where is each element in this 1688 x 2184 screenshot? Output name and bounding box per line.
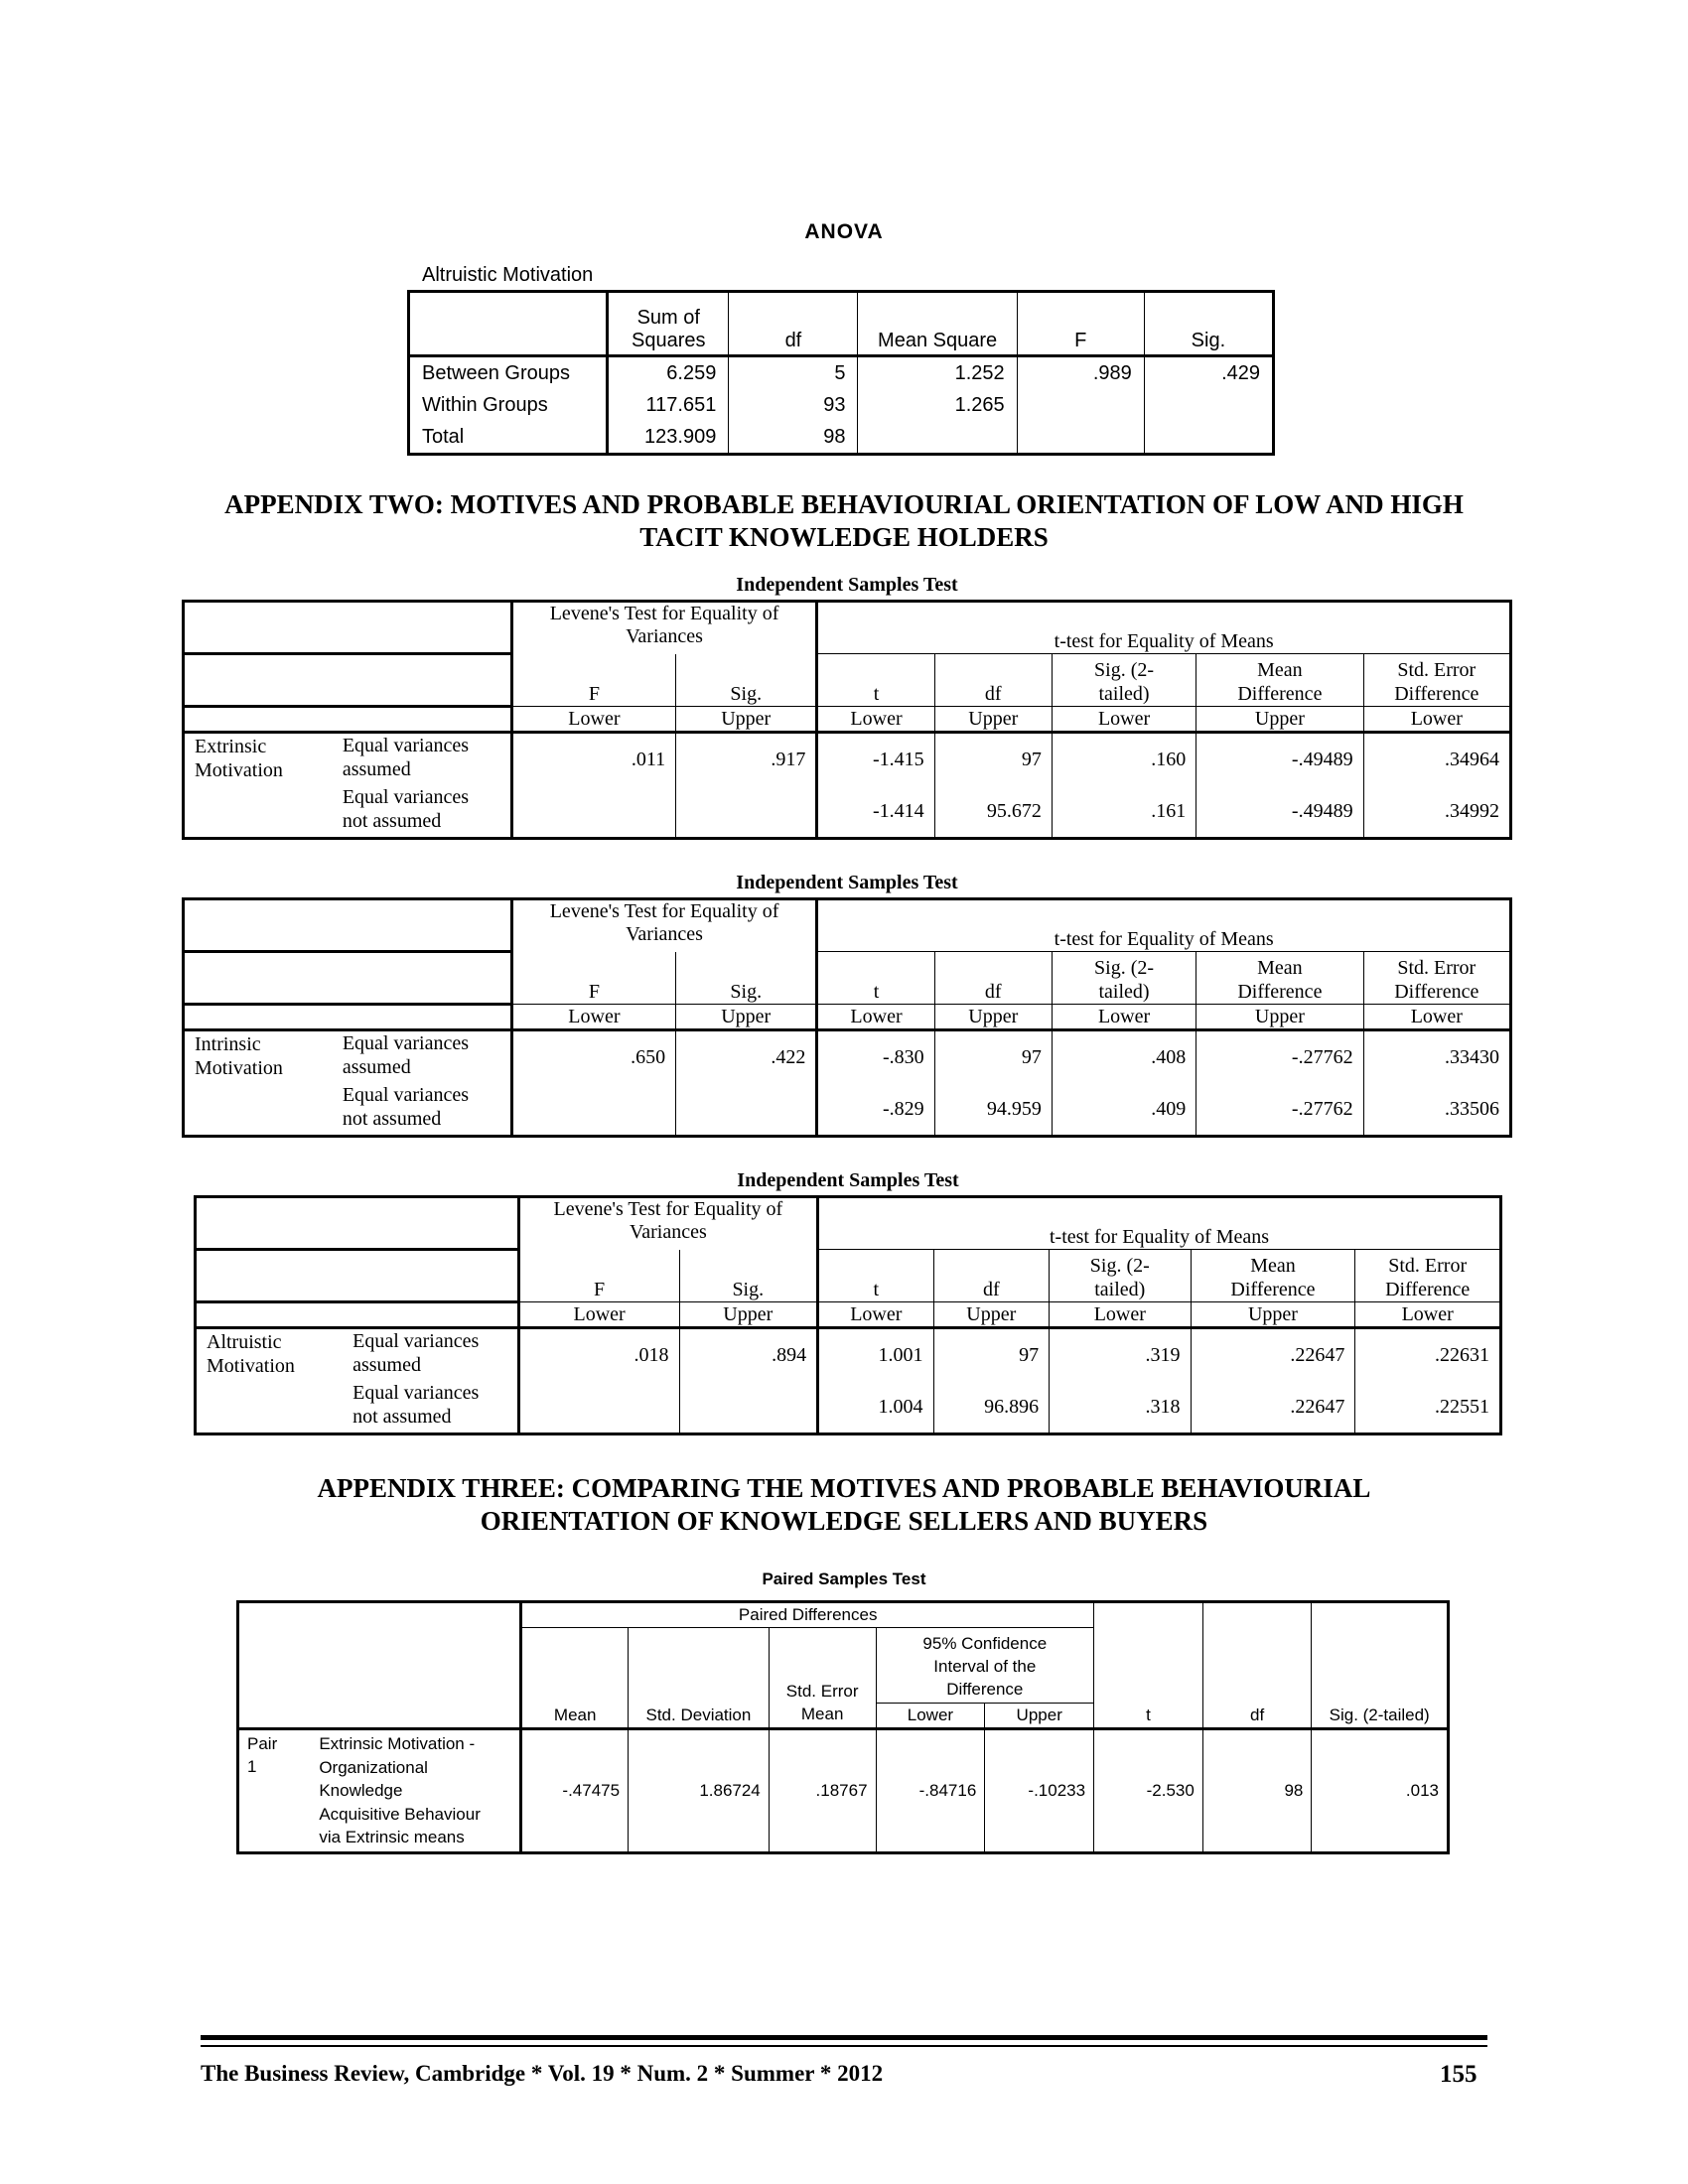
- paired-col-sig: Sig. (2-tailed): [1312, 1602, 1449, 1729]
- col-df: df: [934, 654, 1052, 707]
- col-std-err: [1363, 654, 1510, 707]
- cell-mean-diff: .22647: [1191, 1381, 1355, 1434]
- sub-header: Lower: [1052, 707, 1196, 733]
- paired-col-t: t: [1094, 1602, 1203, 1729]
- row-label-assumed-line1: Equal variances: [352, 1330, 480, 1352]
- cell-f: .650: [511, 1030, 675, 1084]
- independent-samples-table: [194, 1195, 1502, 1435]
- col-std-err: [1363, 952, 1510, 1005]
- table-row: [409, 389, 1274, 421]
- paired-col-df: df: [1202, 1602, 1312, 1729]
- pair-description: [313, 1729, 520, 1853]
- levene-header-line2: Variances: [630, 1221, 707, 1243]
- anova-cell-ss: 123.909: [608, 421, 729, 455]
- ist-corner-top: [196, 1197, 519, 1250]
- paired-group-header: Paired Differences: [521, 1602, 1094, 1628]
- paired-cell-upper: -.10233: [985, 1729, 1094, 1853]
- col-sig2: [1052, 654, 1196, 707]
- row-label-not-assumed: [343, 1381, 518, 1434]
- cell-std-err: .34992: [1363, 785, 1510, 839]
- col-sig2-line1: Sig. (2-: [1094, 957, 1155, 979]
- ist-title: Independent Samples Test: [736, 872, 958, 893]
- ist-corner-top: [184, 602, 512, 654]
- cell-f: .018: [518, 1328, 679, 1382]
- row-label-not-assumed-line2: not assumed: [352, 1406, 452, 1428]
- paired-ci-line1: 95% Confidence: [922, 1634, 1048, 1653]
- paired-col-lower: Lower: [907, 1706, 954, 1724]
- table-row: [184, 733, 1511, 786]
- col-sig2-line2: tailed): [1098, 981, 1150, 1003]
- row-label-not-assumed-line1: Equal variances: [352, 1382, 480, 1404]
- sub-header: Upper: [1196, 1005, 1363, 1030]
- row-label-not-assumed-line1: Equal variances: [342, 786, 469, 808]
- paired-cell-lower: -.84716: [876, 1729, 985, 1853]
- row-label-not-assumed-line1: Equal variances: [342, 1084, 469, 1106]
- anova-table: [407, 290, 1275, 456]
- cell-sig2: .318: [1050, 1381, 1191, 1434]
- col-mean-diff-line1: Mean: [1257, 659, 1303, 681]
- levene-header-line2: Variances: [626, 625, 703, 647]
- col-sig2: [1052, 952, 1196, 1005]
- row-label-not-assumed: [333, 785, 511, 839]
- cell-df: 97: [934, 1030, 1052, 1084]
- ist-corner-bottom: [196, 1302, 519, 1328]
- row-label-assumed-line2: assumed: [342, 1056, 411, 1078]
- anova-cell-ms: 1.252: [858, 356, 1017, 390]
- appendix-two-heading-line2: TACIT KNOWLEDGE HOLDERS: [639, 522, 1049, 552]
- sub-header: Lower: [1050, 1302, 1191, 1328]
- cell-df: 97: [933, 1328, 1050, 1382]
- cell-df: 95.672: [934, 785, 1052, 839]
- row-label-assumed-line2: assumed: [352, 1354, 421, 1376]
- cell-sig-empty: [679, 1381, 818, 1434]
- col-sig2: [1050, 1250, 1191, 1302]
- independent-samples-table: [182, 600, 1512, 840]
- cell-mean-diff: -.49489: [1196, 733, 1363, 786]
- table-row: [196, 1328, 1501, 1382]
- col-mean-diff: [1191, 1250, 1355, 1302]
- cell-df: 94.959: [934, 1083, 1052, 1137]
- variable-label-line1: Altruistic: [207, 1331, 282, 1353]
- appendix-three-heading: [0, 1472, 1688, 1538]
- paired-col-sem: [769, 1628, 876, 1729]
- paired-col-sd: Std. Deviation: [629, 1628, 770, 1729]
- paired-cell-sd: 1.86724: [629, 1729, 770, 1853]
- appendix-two-heading-line1: APPENDIX TWO: MOTIVES AND PROBABLE BEHAVIOURIAL ORIENTATION OF LOW AND HIGH: [224, 489, 1464, 519]
- paired-cell-mean: -.47475: [521, 1729, 629, 1853]
- paired-samples-table: [236, 1600, 1450, 1854]
- anova-cell-ms: [858, 421, 1017, 455]
- paired-ci-header: [876, 1628, 1094, 1729]
- row-label-assumed: [343, 1328, 518, 1382]
- paired-col-mean: Mean: [521, 1628, 629, 1729]
- col-f: F: [511, 952, 675, 1005]
- variable-label: [184, 1030, 333, 1137]
- ist-corner-bottom: [184, 1005, 512, 1030]
- cell-sig2: .409: [1052, 1083, 1196, 1137]
- col-std-err-line1: Std. Error: [1397, 659, 1477, 681]
- anova-header-df: df: [729, 292, 858, 356]
- levene-header: [511, 602, 817, 654]
- col-std-err-line1: Std. Error: [1388, 1255, 1468, 1277]
- ttest-header: t-test for Equality of Means: [817, 602, 1511, 654]
- ist-corner-mid: [184, 654, 512, 707]
- ttest-header: t-test for Equality of Means: [818, 1197, 1501, 1250]
- col-mean-diff-line2: Difference: [1237, 981, 1323, 1003]
- col-std-err-line1: Std. Error: [1397, 957, 1477, 979]
- anova-cell-f: .989: [1017, 356, 1144, 390]
- anova-header-ss: Sum of Squares: [608, 292, 729, 356]
- anova-cell-ss: 6.259: [608, 356, 729, 390]
- sub-header: Lower: [817, 707, 934, 733]
- cell-t: -1.414: [817, 785, 934, 839]
- cell-f-empty: [518, 1381, 679, 1434]
- appendix-three-heading-line2: ORIENTATION OF KNOWLEDGE SELLERS AND BUYERS: [480, 1506, 1208, 1536]
- pair-description-line: Extrinsic Motivation -: [319, 1734, 476, 1753]
- appendix-three-heading-line1: APPENDIX THREE: COMPARING THE MOTIVES AND PROBABLE BEHAVIOURIAL: [317, 1473, 1371, 1503]
- levene-header-line1: Levene's Test for Equality of: [549, 603, 779, 624]
- row-label-not-assumed: [333, 1083, 511, 1137]
- table-row: [238, 1729, 1449, 1853]
- cell-sig: .917: [676, 733, 817, 786]
- cell-t: 1.004: [818, 1381, 933, 1434]
- col-t: t: [818, 1250, 933, 1302]
- cell-df: 97: [934, 733, 1052, 786]
- row-label-assumed-line2: assumed: [342, 758, 411, 780]
- ttest-header: t-test for Equality of Means: [817, 899, 1511, 952]
- anova-row-label: Total: [409, 421, 608, 455]
- row-label-not-assumed-line2: not assumed: [342, 1108, 442, 1130]
- paired-col-sem-line1: Std. Error: [785, 1682, 859, 1701]
- col-sig2-line1: Sig. (2-: [1094, 659, 1155, 681]
- sub-header: Upper: [1196, 707, 1363, 733]
- appendix-two-heading: [0, 488, 1688, 554]
- anova-cell-df: 98: [729, 421, 858, 455]
- table-row: [196, 1381, 1501, 1434]
- cell-t: -.830: [817, 1030, 934, 1084]
- ist-corner-bottom: [184, 707, 512, 733]
- paired-title: Paired Samples Test: [762, 1570, 926, 1588]
- sub-header: Lower: [817, 1005, 934, 1030]
- col-mean-diff-line2: Difference: [1230, 1279, 1316, 1300]
- cell-df: 96.896: [933, 1381, 1050, 1434]
- col-sig: Sig.: [676, 952, 817, 1005]
- ist-corner-mid: [184, 952, 512, 1005]
- footer-rule: [201, 2035, 1487, 2040]
- sub-header: Upper: [676, 707, 817, 733]
- col-mean-diff: [1196, 952, 1363, 1005]
- cell-t: -1.415: [817, 733, 934, 786]
- anova-cell-sig: [1144, 389, 1273, 421]
- cell-sig-empty: [676, 1083, 817, 1137]
- cell-t: -.829: [817, 1083, 934, 1137]
- variable-label-line2: Motivation: [195, 1057, 283, 1079]
- col-std-err-line2: Difference: [1394, 981, 1479, 1003]
- row-label-assumed-line1: Equal variances: [342, 1032, 469, 1054]
- anova-cell-f: [1017, 421, 1144, 455]
- table-row: [409, 421, 1274, 455]
- cell-std-err: .33430: [1363, 1030, 1510, 1084]
- cell-std-err: .33506: [1363, 1083, 1510, 1137]
- anova-title: ANOVA: [804, 220, 884, 243]
- row-label-assumed: [333, 733, 511, 786]
- cell-mean-diff: -.27762: [1196, 1030, 1363, 1084]
- variable-label-line1: Extrinsic: [195, 736, 267, 757]
- variable-label: [184, 733, 333, 839]
- sub-header: Lower: [818, 1302, 933, 1328]
- levene-header: [518, 1197, 817, 1250]
- sub-header: Upper: [933, 1302, 1050, 1328]
- col-std-err-line2: Difference: [1394, 683, 1479, 705]
- footer-rule-thin: [201, 2045, 1487, 2047]
- cell-mean-diff: -.49489: [1196, 785, 1363, 839]
- row-label-assumed: [333, 1030, 511, 1084]
- page-number: 155: [1440, 2061, 1477, 2088]
- ist-title: Independent Samples Test: [736, 574, 958, 596]
- anova-header-ms: Mean Square: [858, 292, 1017, 356]
- cell-std-err: .34964: [1363, 733, 1510, 786]
- cell-std-err: .22551: [1355, 1381, 1501, 1434]
- col-sig2-line2: tailed): [1098, 683, 1150, 705]
- col-std-err: [1355, 1250, 1501, 1302]
- table-row: [184, 1030, 1511, 1084]
- cell-std-err: .22631: [1355, 1328, 1501, 1382]
- pair-label-line2: 1: [247, 1757, 257, 1776]
- paired-ci-title: [877, 1630, 1094, 1704]
- sub-header: Lower: [1052, 1005, 1196, 1030]
- col-sig2-line1: Sig. (2-: [1089, 1255, 1150, 1277]
- cell-t: 1.001: [818, 1328, 933, 1382]
- cell-f-empty: [511, 1083, 675, 1137]
- cell-f: .011: [511, 733, 675, 786]
- col-df: df: [933, 1250, 1050, 1302]
- variable-label-line1: Intrinsic: [195, 1033, 261, 1055]
- levene-header-line2: Variances: [626, 923, 703, 945]
- table-row: [184, 785, 1511, 839]
- row-label-assumed-line1: Equal variances: [342, 735, 469, 756]
- paired-ci-line2: Interval of the: [933, 1657, 1037, 1676]
- anova-header-f: F: [1017, 292, 1144, 356]
- cell-sig: .422: [676, 1030, 817, 1084]
- independent-samples-table: [182, 897, 1512, 1138]
- ist-corner-top: [184, 899, 512, 952]
- cell-sig-empty: [676, 785, 817, 839]
- paired-cell-sig: .013: [1312, 1729, 1449, 1853]
- anova-cell-df: 5: [729, 356, 858, 390]
- levene-header-line1: Levene's Test for Equality of: [553, 1198, 783, 1220]
- col-df: df: [934, 952, 1052, 1005]
- col-sig2-line2: tailed): [1094, 1279, 1146, 1300]
- anova-cell-f: [1017, 389, 1144, 421]
- paired-col-sem-line2: Mean: [800, 1705, 844, 1723]
- cell-sig2: .319: [1050, 1328, 1191, 1382]
- sub-header: Upper: [934, 1005, 1052, 1030]
- pair-description-line: Knowledge: [319, 1781, 403, 1800]
- col-f: F: [518, 1250, 679, 1302]
- cell-sig2: .161: [1052, 785, 1196, 839]
- cell-sig2: .408: [1052, 1030, 1196, 1084]
- col-sig: Sig.: [676, 654, 817, 707]
- cell-mean-diff: .22647: [1191, 1328, 1355, 1382]
- paired-ci-subheaders: [877, 1704, 1094, 1727]
- col-std-err-line2: Difference: [1385, 1279, 1471, 1300]
- paired-col-upper: Upper: [984, 1704, 1093, 1727]
- paired-cell-sem: .18767: [769, 1729, 876, 1853]
- sub-header: Lower: [511, 1005, 675, 1030]
- paired-cell-t: -2.530: [1094, 1729, 1203, 1853]
- variable-label-line2: Motivation: [195, 759, 283, 781]
- cell-mean-diff: -.27762: [1196, 1083, 1363, 1137]
- anova-cell-sig: [1144, 421, 1273, 455]
- sub-header: Upper: [1191, 1302, 1355, 1328]
- anova-cell-df: 93: [729, 389, 858, 421]
- paired-cell-df: 98: [1202, 1729, 1312, 1853]
- row-label-not-assumed-line2: not assumed: [342, 810, 442, 832]
- sub-header: Lower: [511, 707, 675, 733]
- paired-ci-line3: Difference: [946, 1680, 1024, 1699]
- footer-journal: The Business Review, Cambridge * Vol. 19 * Num. 2 * Summer * 2012: [201, 2061, 884, 2086]
- sub-header: Upper: [676, 1005, 817, 1030]
- pair-description-line: Acquisitive Behaviour: [319, 1804, 481, 1824]
- table-row: [409, 356, 1274, 390]
- col-mean-diff-line1: Mean: [1250, 1255, 1296, 1277]
- anova-row-label: Within Groups: [409, 389, 608, 421]
- col-t: t: [817, 654, 934, 707]
- sub-header: Lower: [518, 1302, 679, 1328]
- sub-header: Lower: [1355, 1302, 1501, 1328]
- col-mean-diff-line1: Mean: [1257, 957, 1303, 979]
- anova-cell-sig: .429: [1221, 361, 1260, 384]
- cell-sig: .894: [679, 1328, 818, 1382]
- variable-label-line2: Motivation: [207, 1355, 295, 1377]
- anova-cell-ss: 117.651: [608, 389, 729, 421]
- table-row: [184, 1083, 1511, 1137]
- col-t: t: [817, 952, 934, 1005]
- anova-cell-ms: 1.265: [858, 389, 1017, 421]
- sub-header: Upper: [679, 1302, 818, 1328]
- sub-header: Lower: [1363, 1005, 1510, 1030]
- anova-header-sig: Sig.: [1191, 330, 1226, 351]
- col-f: F: [511, 654, 675, 707]
- sub-header: Upper: [934, 707, 1052, 733]
- anova-subtitle: Altruistic Motivation: [422, 264, 594, 286]
- levene-header-line1: Levene's Test for Equality of: [549, 900, 779, 922]
- sub-header: Lower: [1363, 707, 1510, 733]
- ist-title: Independent Samples Test: [737, 1169, 959, 1191]
- col-mean-diff-line2: Difference: [1237, 683, 1323, 705]
- pair-description-line: via Extrinsic means: [319, 1828, 465, 1846]
- col-sig: Sig.: [679, 1250, 818, 1302]
- anova-row-label: Between Groups: [409, 356, 608, 390]
- variable-label: [196, 1328, 344, 1434]
- pair-label: [238, 1729, 314, 1853]
- cell-f-empty: [511, 785, 675, 839]
- anova-corner: [409, 292, 608, 356]
- pair-description-line: Organizational: [319, 1757, 428, 1777]
- col-mean-diff: [1196, 654, 1363, 707]
- ist-corner-mid: [196, 1250, 519, 1302]
- pair-label-line1: Pair: [247, 1734, 278, 1753]
- cell-sig2: .160: [1052, 733, 1196, 786]
- levene-header: [511, 899, 817, 952]
- paired-corner: [238, 1602, 521, 1729]
